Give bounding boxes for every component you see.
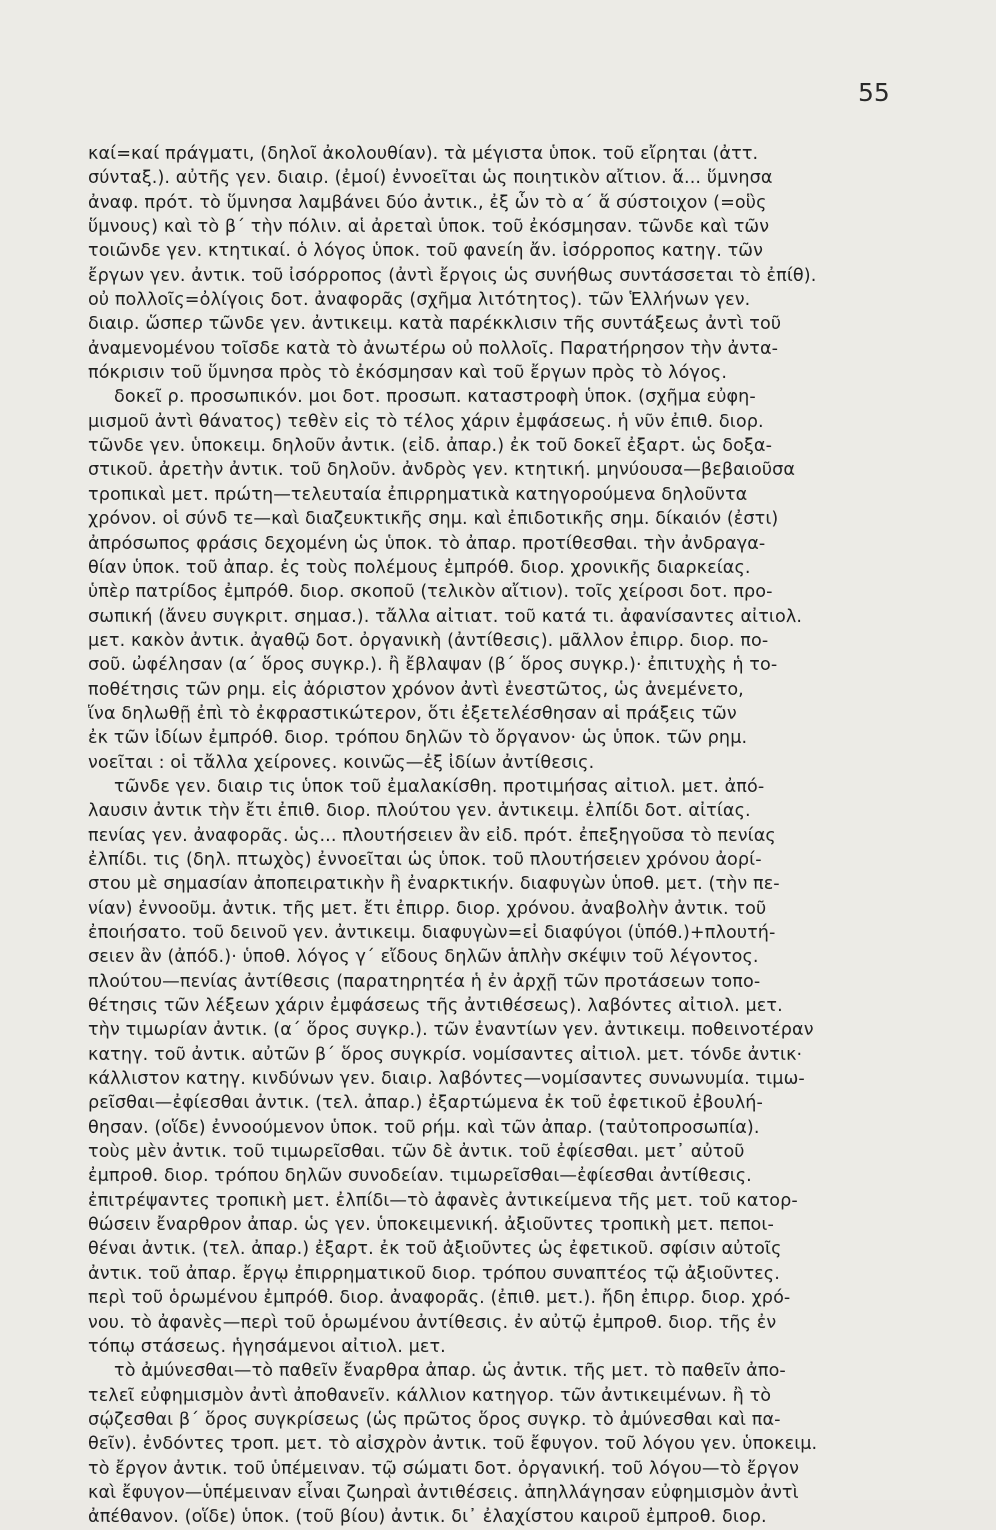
text-line: τῶνδε γεν. ὑποκειμ. δηλοῦν ἀντικ. (εἰδ. ἀπαρ.) ἐκ τοῦ δοκεῖ ἐξαρτ. ὡς δοξα- xyxy=(88,436,773,457)
text-line: ποθέτησις τῶν ρημ. εἰς ἀόριστον χρόνον ἀντὶ ἐνεστῶτος, ὡς ἀνεμένετο, xyxy=(88,679,744,700)
text-line: μισμοῦ ἀντὶ θάνατος) τεθὲν εἰς τὸ τέλος χάριν ἐμφάσεως. ἡ νῦν ἐπιθ. διορ. xyxy=(88,411,764,432)
text-line: τοὺς μὲν ἀντικ. τοῦ τιμωρεῖσθαι. τῶν δὲ ἀντικ. τοῦ ἐφίεσθαι. μετ᾽ αὐτοῦ xyxy=(88,1142,745,1163)
text-line: θησαν. (οἵδε) ἐννοούμενον ὑποκ. τοῦ ρήμ. καὶ τῶν ἀπαρ. (ταὐτοπροσωπία). xyxy=(88,1117,760,1138)
text-line: πλούτου—πενίας ἀντίθεσις (παρατηρητέα ἡ ἐν ἀρχῇ τῶν προτάσεων τοπο- xyxy=(88,971,761,992)
text-line: κάλλιστον κατηγ. κινδύνων γεν. διαιρ. λαβόντες—νομίσαντες συνωνυμία. τιμω- xyxy=(88,1069,805,1090)
text-line: ρεῖσθαι—ἐφίεσθαι ἀντικ. (τελ. ἀπαρ.) ἐξαρτώμενα ἐκ τοῦ ἐφετικοῦ ἐβουλή- xyxy=(88,1093,763,1114)
text-line: πενίας γεν. ἀναφορᾶς. ὡς... πλουτήσειεν ἂν εἰδ. πρότ. ἐπεξηγοῦσα τὸ πενίας xyxy=(88,825,776,846)
text-line: διαιρ. ὥσπερ τῶνδε γεν. ἀντικειμ. κατὰ παρέκκλισιν τῆς συντάξεως ἀντὶ τοῦ xyxy=(88,314,782,335)
text-line: ἀναφ. πρότ. τὸ ὕμνησα λαμβάνει δύο ἀντικ., ἐξ ὧν τὸ α΄ ἅ σύστοιχον (=οὓς xyxy=(88,192,767,213)
text-line: νίαν) ἐννοοῦμ. ἀντικ. τῆς μετ. ἔτι ἐπιρρ. διορ. χρόνου. ἀναβολὴν ἀντικ. τοῦ xyxy=(88,898,767,919)
text-line: ἀπρόσωπος φράσις δεχομένη ὡς ὑποκ. τὸ ἀπαρ. προτίθεσθαι. τὴν ἀνδραγα- xyxy=(88,533,766,554)
text-line: χρόνον. οἱ σύνδ τε—καὶ διαζευκτικῆς σημ. καὶ ἐπιδοτικῆς σημ. δίκαιόν (ἐστι) xyxy=(88,509,779,530)
page-number: 55 xyxy=(858,78,890,107)
text-line: τόπῳ στάσεως. ἡγησάμενοι αἰτιολ. μετ. xyxy=(88,1336,446,1357)
text-line: ἔργων γεν. ἀντικ. τοῦ ἰσόρροπος (ἀντὶ ἔργοις ὡς συνήθως συντάσσεται τὸ ἐπίθ). xyxy=(88,265,817,286)
text-line: σειεν ἂν (ἀπόδ.)· ὑποθ. λόγος γ΄ εἴδους δηλῶν ἁπλὴν σκέψιν τοῦ λέγοντος. xyxy=(88,947,759,968)
text-line: στου μὲ σημασίαν ἀποπειρατικὴν ἢ ἐναρκτικήν. διαφυγὼν ὑποθ. μετ. (τὴν πε- xyxy=(88,874,780,895)
text-line: τὸ ἔργον ἀντικ. τοῦ ὑπέμειναν. τῷ σώματι δοτ. ὀργανική. τοῦ λόγου—τὸ ἔργον xyxy=(88,1458,800,1479)
text-line: λαυσιν ἀντικ τὴν ἔτι ἐπιθ. διορ. πλούτου γεν. ἀντικειμ. ἐλπίδι δοτ. αἰτίας. xyxy=(88,801,751,822)
text-line: σωπική (ἄνευ συγκριτ. σημασ.). τἄλλα αἰτιατ. τοῦ κατά τι. ἀφανίσαντες αἰτιολ. xyxy=(88,606,803,627)
text-line: ἐλπίδι. τις (δηλ. πτωχὸς) ἐννοεῖται ὡς ὑποκ. τοῦ πλουτήσειεν χρόνου ἀορί- xyxy=(88,849,762,870)
text-line: δοκεῖ ρ. προσωπικόν. μοι δοτ. προσωπ. καταστροφὴ ὑποκ. (σχῆμα εὐφη- xyxy=(114,387,756,408)
text-line: ὕμνους) καὶ τὸ β΄ τὴν πόλιν. αἱ ἀρεταὶ ὑποκ. τοῦ ἐκόσμησαν. τῶνδε καὶ τῶν xyxy=(88,217,770,238)
text-line: θίαν ὑποκ. τοῦ ἀπαρ. ἐς τοὺς πολέμους ἐμπρόθ. διορ. χρονικῆς διαρκείας. xyxy=(88,557,751,578)
text-line: ἀντικ. τοῦ ἀπαρ. ἔργῳ ἐπιρρηματικοῦ διορ. τρόπου συναπτέος τῷ ἀξιοῦντες. xyxy=(88,1263,780,1284)
text-line: τοιῶνδε γεν. κτητικαί. ὁ λόγος ὑποκ. τοῦ φανείη ἄν. ἰσόρροπος κατηγ. τῶν xyxy=(88,241,764,262)
text-line: ἀναμενομένου τοῖσδε κατὰ τὸ ἀνωτέρω οὐ πολλοῖς. Παρατήρησον τὴν ἀντα- xyxy=(88,338,779,359)
text-line: περὶ τοῦ ὁρωμένου ἐμπρόθ. διορ. ἀναφορᾶς. (ἐπιθ. μετ.). ἤδη ἐπιρρ. διορ. χρό- xyxy=(88,1288,791,1309)
text-line: σύνταξ.). αὐτῆς γεν. διαιρ. (ἐμοί) ἐννοεῖται ὡς ποιητικὸν αἴτιον. ἅ... ὕμνησα xyxy=(88,168,773,189)
text-line: τῶνδε γεν. διαιρ τις ὑποκ τοῦ ἐμαλακίσθη. προτιμήσας αἰτιολ. μετ. ἀπό- xyxy=(114,776,765,797)
text-line: καί=καί πράγματι, (δηλοῖ ἀκολουθίαν). τὰ μέγιστα ὑποκ. τοῦ εἴρηται (ἀττ. xyxy=(88,144,759,164)
text-line: νου. τὸ ἀφανὲς—περὶ τοῦ ὁρωμένου ἀντίθεσις. ἐν αὐτῷ ἐμπροθ. διορ. τῆς ἐν xyxy=(88,1312,777,1333)
text-line: τροπικαὶ μετ. πρώτη—τελευταία ἐπιρρηματικὰ κατηγορούμενα δηλοῦντα xyxy=(88,484,748,505)
text-line: ἐπιτρέψαντες τροπικὴ μετ. ἐλπίδι—τὸ ἀφανὲς ἀντικείμενα τῆς μετ. τοῦ κατορ- xyxy=(88,1190,798,1211)
text-line: καὶ ἔφυγον—ὑπέμειναν εἶναι ζωηραὶ ἀντιθέσεις. ἀπηλλάγησαν εὐφημισμὸν ἀντὶ xyxy=(88,1482,799,1503)
text-line: θεῖν). ἐνδόντες τροπ. μετ. τὸ αἰσχρὸν ἀντικ. τοῦ ἔφυγον. τοῦ λόγου γεν. ὑποκειμ. xyxy=(88,1434,818,1455)
text-line: ἀπέθανον. (οἵδε) ὑποκ. (τοῦ βίου) ἀντικ. δι᾽ ἐλαχίστου καιροῦ ἐμπροθ. διορ. xyxy=(88,1507,767,1528)
text-line: ἐποιήσατο. τοῦ δεινοῦ γεν. ἀντικειμ. διαφυγὼν=εἰ διαφύγοι (ὑπόθ.)+πλουτή- xyxy=(88,923,776,943)
text-line: θώσειν ἔναρθρον ἀπαρ. ὡς γεν. ὑποκειμενική. ἀξιοῦντες τροπικὴ μετ. πεποι- xyxy=(88,1215,774,1236)
text-line: ἐμπροθ. διορ. τρόπου δηλῶν συνοδείαν. τιμωρεῖσθαι—ἐφίεσθαι ἀντίθεσις. xyxy=(88,1166,752,1187)
text-line: νοεῖται : οἱ τἄλλα χείρονες. κοινῶς—ἐξ ἰδίων ἀντίθεσις. xyxy=(88,752,595,773)
text-line: ἵνα δηλωθῇ ἐπὶ τὸ ἐκφραστικώτερον, ὅτι ἐξετελέσθησαν αἱ πράξεις τῶν xyxy=(88,703,737,724)
text-line: κατηγ. τοῦ ἀντικ. αὐτῶν β΄ ὅρος συγκρίσ. νομίσαντες αἰτιολ. μετ. τόνδε ἀντικ· xyxy=(88,1044,803,1065)
text-line: ὑπὲρ πατρίδος ἐμπρόθ. διορ. σκοποῦ (τελικὸν αἴτιον). τοῖς χείροσι δοτ. προ- xyxy=(88,582,773,603)
text-line: τὴν τιμωρίαν ἀντικ. (α΄ ὅρος συγκρ.). τῶν ἐναντίων γεν. ἀντικειμ. ποθεινοτέραν xyxy=(88,1020,814,1041)
text-line: στικοῦ. ἀρετὴν ἀντικ. τοῦ δηλοῦν. ἀνδρὸς γεν. κτητική. μηνύουσα—βεβαιοῦσα xyxy=(88,460,796,481)
text-line: οὐ πολλοῖς=ὀλίγοις δοτ. ἀναφορᾶς (σχῆμα λιτότητος). τῶν Ἑλλήνων γεν. xyxy=(88,290,751,311)
text-line: τελεῖ εὐφημισμὸν ἀντὶ ἀποθανεῖν. κάλλιον κατηγορ. τῶν ἀντικειμένων. ἢ τὸ xyxy=(88,1385,772,1406)
text-line: θέτησις τῶν λέξεων χάριν ἐμφάσεως τῆς ἀντιθέσεως). λαβόντες αἰτιολ. μετ. xyxy=(88,996,783,1017)
text-line: πόκρισιν τοῦ ὕμνησα πρὸς τὸ ἐκόσμησαν καὶ τοῦ ἔργων πρὸς τὸ λόγος. xyxy=(88,363,728,384)
commentary-text xyxy=(88,142,904,1530)
text-line: σῴζεσθαι β΄ ὅρος συγκρίσεως (ὡς πρῶτος ὅρος συγκρ. τὸ ἀμύνεσθαι καὶ πα- xyxy=(88,1409,781,1430)
text-line: θέναι ἀντικ. (τελ. ἀπαρ.) ἐξαρτ. ἐκ τοῦ ἀξιοῦντες ὡς ἐφετικοῦ. σφίσιν αὐτοῖς xyxy=(88,1239,782,1260)
text-line: ἐκ τῶν ἰδίων ἐμπρόθ. διορ. τρόπου δηλῶν τὸ ὄργανον· ὡς ὑποκ. τῶν ρημ. xyxy=(88,728,748,749)
text-line: μετ. κακὸν ἀντικ. ἀγαθῷ δοτ. ὀργανικὴ (ἀντίθεσις). μᾶλλον ἐπιρρ. διορ. πο- xyxy=(88,630,769,651)
text-line: τὸ ἀμύνεσθαι—τὸ παθεῖν ἔναρθρα ἀπαρ. ὡς ἀντικ. τῆς μετ. τὸ παθεῖν ἀπο- xyxy=(114,1361,786,1382)
text-line: σοῦ. ὠφέλησαν (α΄ ὅρος συγκρ.). ἢ ἔβλαψαν (β΄ ὅρος συγκρ.)· ἐπιτυχὴς ἡ το- xyxy=(88,655,778,676)
